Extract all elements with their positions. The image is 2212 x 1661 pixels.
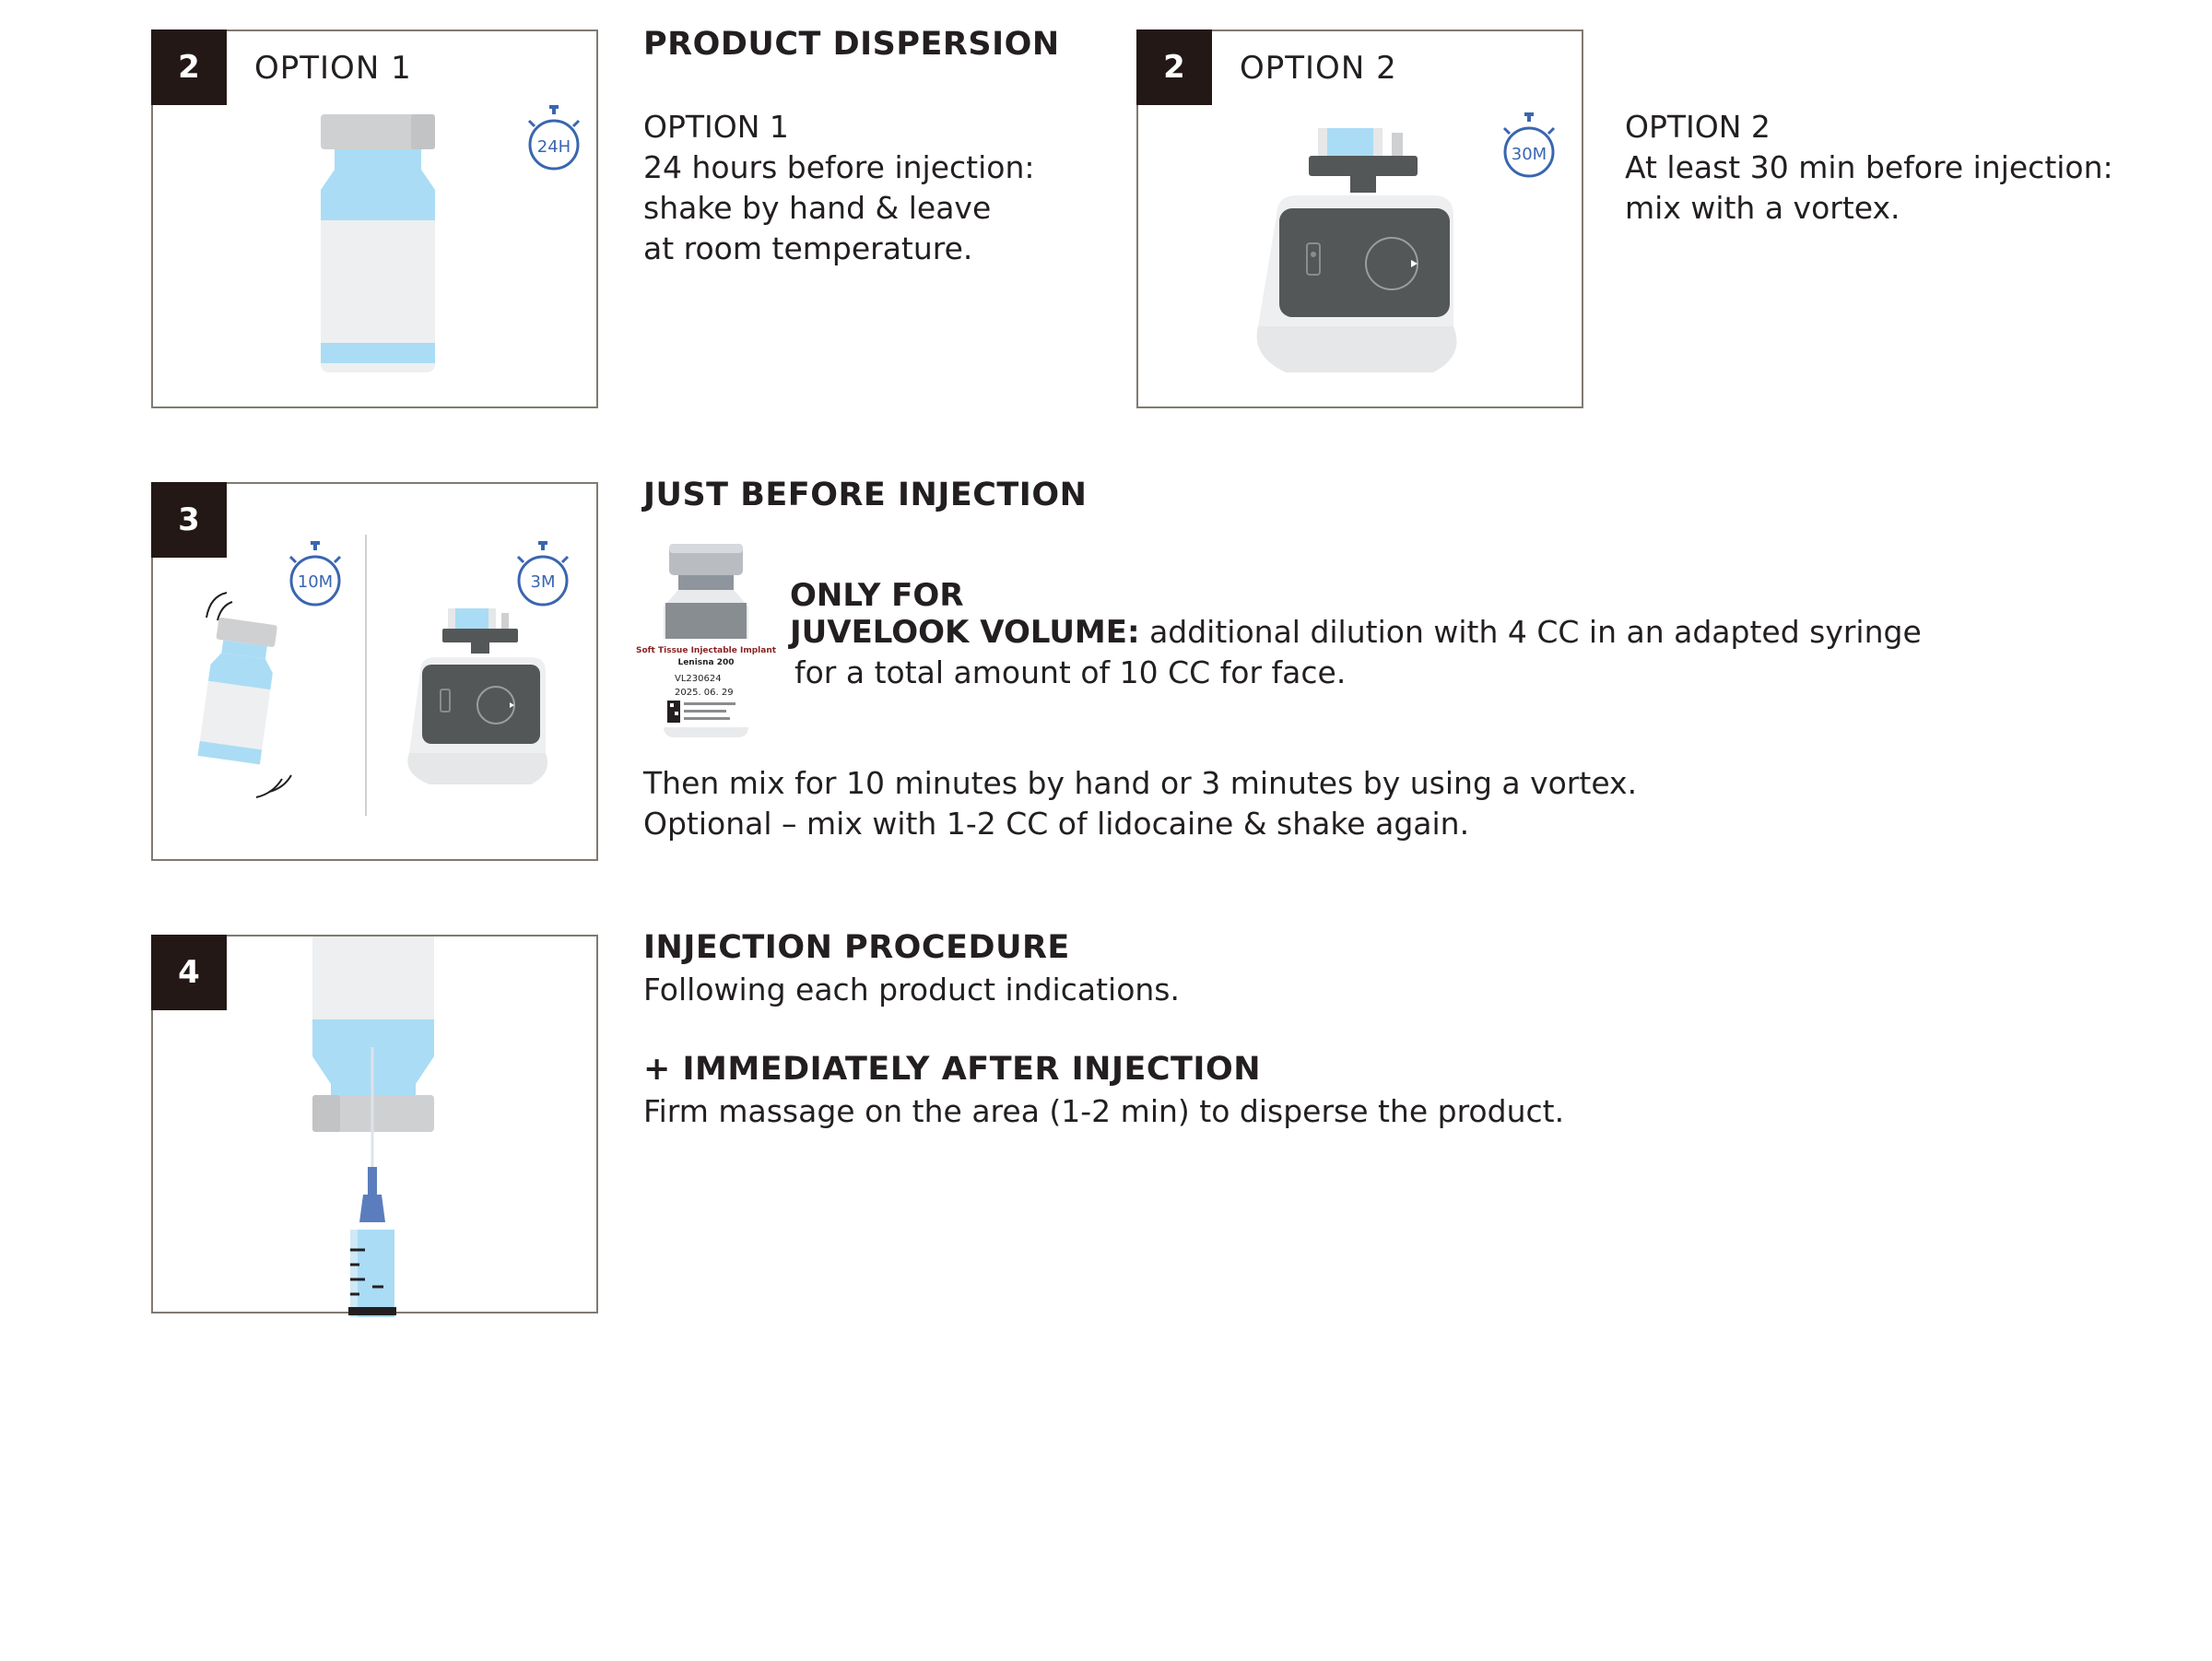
step-2-option-2-panel — [1136, 29, 1583, 408]
svg-text:2025. 06. 29: 2025. 06. 29 — [675, 688, 734, 698]
option-2-text: At least 30 min before injection: mix with a vortex. — [1625, 149, 2113, 226]
mix-instructions: Then mix for 10 minutes by hand or 3 minutes by using a vortex. Optional – mix with 1-2 CC of lidocaine & shake again. — [643, 765, 1638, 842]
after-injection-heading: + IMMEDIATELY AFTER INJECTION — [643, 1051, 1261, 1088]
just-before-injection-heading: JUST BEFORE INJECTION — [643, 477, 1088, 513]
injection-procedure-text: Following each product indications. — [643, 972, 1180, 1007]
timer-label: 10M — [297, 572, 334, 592]
step-number: 2 — [151, 29, 227, 105]
step-4-panel — [151, 935, 598, 1313]
dilution-line — [790, 612, 1922, 653]
svg-text:VL230624: VL230624 — [675, 674, 722, 684]
panel-title: OPTION 1 — [254, 50, 412, 87]
dilution-text: additional dilution with 4 CC in an adapted syringe — [1139, 614, 1922, 650]
product-name: JUVELOOK VOLUME: — [790, 614, 1140, 651]
after-injection-text: Firm massage on the area (1-2 min) to disperse the product. — [643, 1093, 1565, 1129]
svg-text:Lenisna 200: Lenisna 200 — [677, 658, 735, 667]
injection-procedure-heading: INJECTION PROCEDURE — [643, 929, 1070, 966]
option-1-label: OPTION 1 — [643, 109, 789, 145]
step-2-option-1-panel — [151, 29, 598, 408]
product-vial-photo — [635, 542, 777, 745]
only-for-label: ONLY FOR — [790, 577, 964, 614]
option-2-label: OPTION 2 — [1625, 109, 1771, 145]
product-dispersion-heading: PRODUCT DISPERSION — [643, 26, 1060, 63]
svg-text:Soft Tissue Injectable Implant: Soft Tissue Injectable Implant — [635, 646, 777, 655]
panel-title: OPTION 2 — [1240, 50, 1397, 87]
step-number: 3 — [151, 482, 227, 558]
step-number: 2 — [1136, 29, 1212, 105]
option-1-text: 24 hours before injection: shake by hand & leave at room temperature. — [643, 149, 1035, 266]
timer-label: 3M — [530, 572, 556, 592]
step-number: 4 — [151, 935, 227, 1010]
timer-label: 24H — [536, 137, 571, 157]
step-3-panel — [151, 482, 598, 861]
dilution-line-2: for a total amount of 10 CC for face. — [794, 654, 1347, 690]
timer-label: 30M — [1511, 145, 1547, 164]
